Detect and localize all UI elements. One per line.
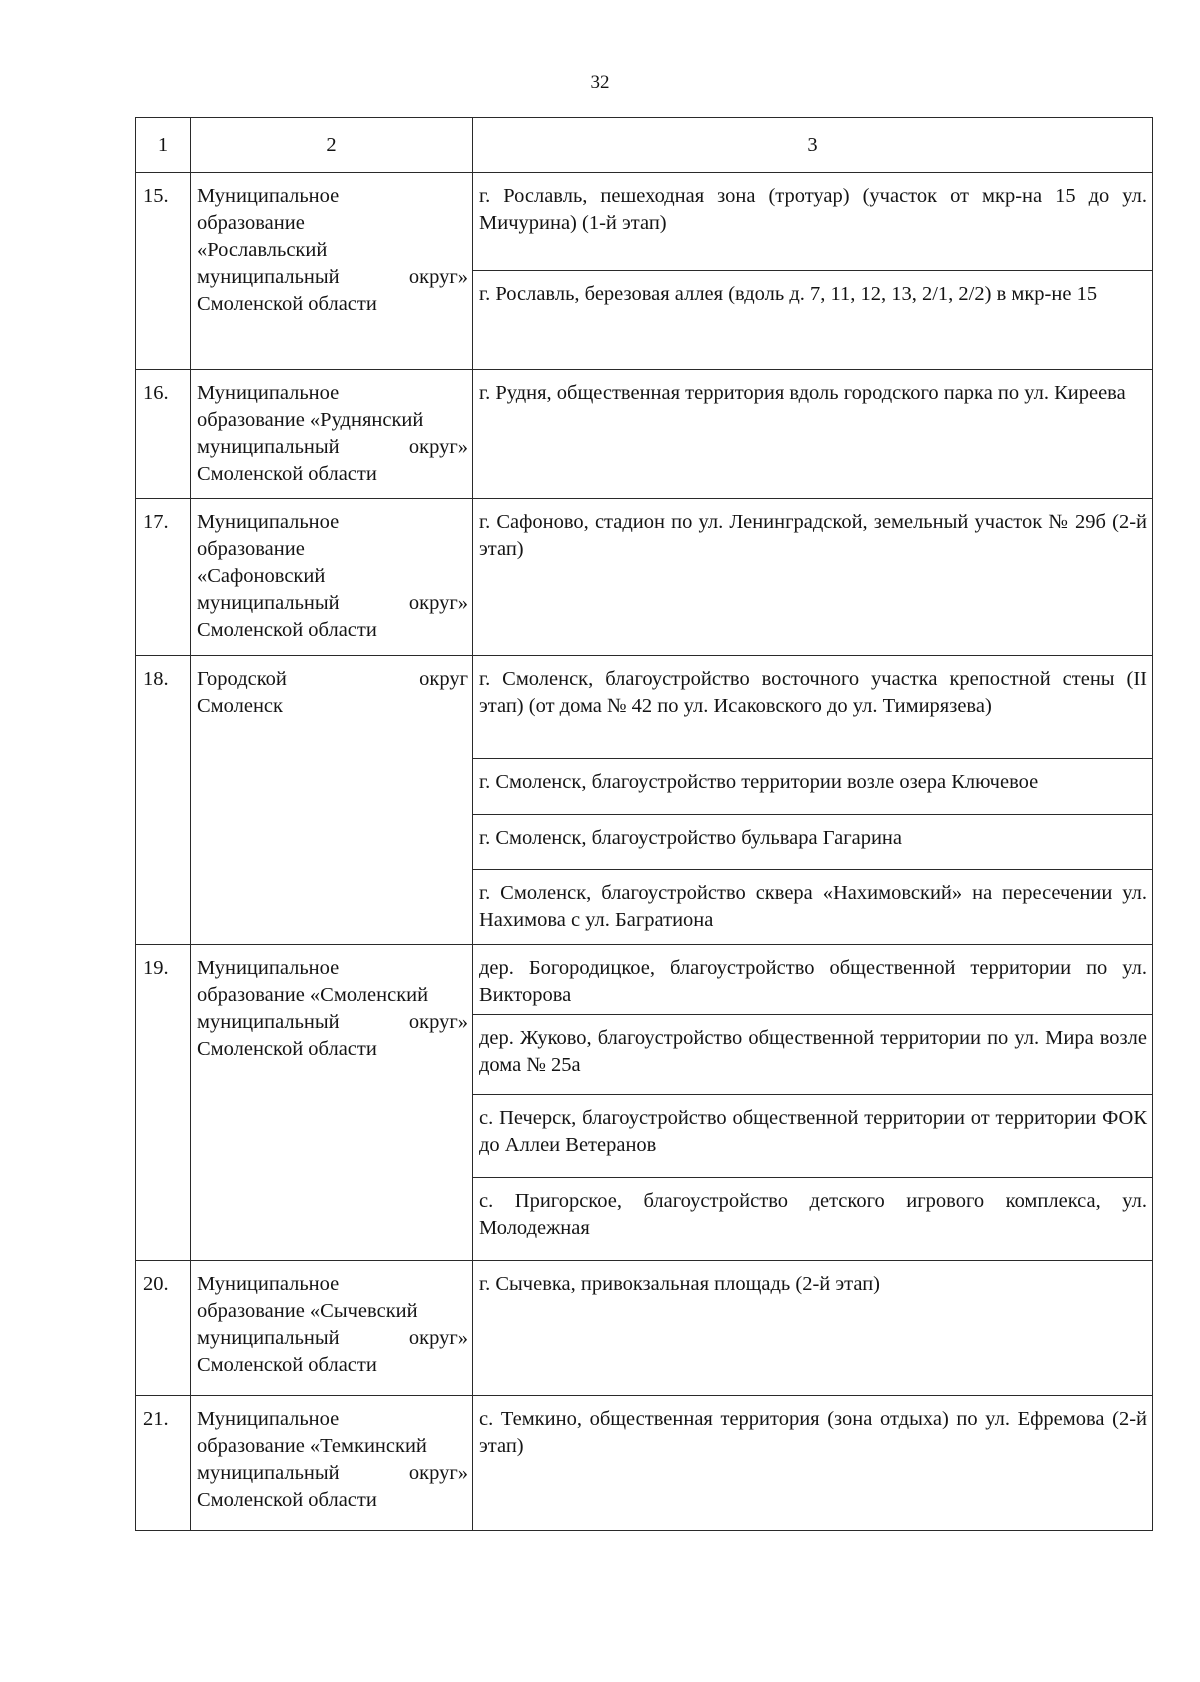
row-number: 20. xyxy=(136,1261,191,1396)
object-cell: г. Рославль, пешеходная зона (тротуар) (участок от мкр-на 15 до ул. Мичурина) (1-й этап) xyxy=(473,173,1153,271)
municipality-line: муниципальный округ» xyxy=(197,1011,468,1033)
municipality-cell xyxy=(191,173,473,370)
municipality-cell xyxy=(191,656,473,945)
municipality-line: муниципальный округ» xyxy=(197,266,468,288)
table-row xyxy=(136,945,1153,1015)
municipality-line: Городской округ xyxy=(197,668,468,690)
object-cell: г. Рудня, общественная территория вдоль городского парка по ул. Киреева xyxy=(473,370,1153,499)
municipality-line: муниципальный округ» xyxy=(197,1462,468,1484)
object-cell: с. Темкино, общественная территория (зона отдыха) по ул. Ефремова (2-й этап) xyxy=(473,1396,1153,1531)
table-row xyxy=(136,1261,1153,1396)
object-cell: г. Сычевка, привокзальная площадь (2-й этап) xyxy=(473,1261,1153,1396)
objects-table xyxy=(135,117,1153,1531)
table-row xyxy=(136,656,1153,759)
municipality-cell xyxy=(191,499,473,656)
municipality-cell xyxy=(191,1261,473,1396)
table-row xyxy=(136,499,1153,656)
municipality-line: муниципальный округ» xyxy=(197,592,468,614)
municipality-line: образование «Смоленский xyxy=(197,984,429,1006)
column-header-1: 1 xyxy=(136,118,191,173)
row-number: 17. xyxy=(136,499,191,656)
municipality-line: Смоленской области xyxy=(197,1489,377,1511)
municipality-line: Муниципальное xyxy=(197,511,340,533)
row-number: 21. xyxy=(136,1396,191,1531)
municipality-line: Смоленской области xyxy=(197,463,377,485)
municipality-line: образование «Руднянский xyxy=(197,409,424,431)
municipality-cell xyxy=(191,370,473,499)
municipality-line: образование xyxy=(197,212,305,234)
municipality-line: Муниципальное xyxy=(197,1408,340,1430)
object-cell: с. Пригорское, благоустройство детского игрового комплекса, ул. Молодежная xyxy=(473,1178,1153,1261)
page-number: 32 xyxy=(590,72,610,93)
municipality-line: Смоленской области xyxy=(197,619,377,641)
table-row xyxy=(136,370,1153,499)
row-number: 15. xyxy=(136,173,191,370)
municipality-cell xyxy=(191,1396,473,1531)
municipality-line: «Рославльский xyxy=(197,239,328,261)
row-number: 19. xyxy=(136,945,191,1261)
row-number: 16. xyxy=(136,370,191,499)
municipality-cell xyxy=(191,945,473,1261)
column-header-3: 3 xyxy=(473,118,1153,173)
object-cell: дер. Жуково, благоустройство общественной территории по ул. Мира возле дома № 25а xyxy=(473,1015,1153,1095)
object-cell: г. Сафоново, стадион по ул. Ленинградской, земельный участок № 29б (2-й этап) xyxy=(473,499,1153,656)
municipality-line: Муниципальное xyxy=(197,1273,340,1295)
municipality-line: Смоленской области xyxy=(197,293,377,315)
object-cell: г. Рославль, березовая аллея (вдоль д. 7, 11, 12, 13, 2/1, 2/2) в мкр-не 15 xyxy=(473,271,1153,370)
municipality-line: Смоленской области xyxy=(197,1038,377,1060)
municipality-line: образование «Сычевский xyxy=(197,1300,418,1322)
object-cell: дер. Богородицкое, благоустройство общественной территории по ул. Викторова xyxy=(473,945,1153,1015)
header-row xyxy=(136,118,1153,173)
municipality-line: «Сафоновский xyxy=(197,565,326,587)
table-row xyxy=(136,1396,1153,1531)
municipality-line: муниципальный округ» xyxy=(197,1327,468,1349)
object-cell: г. Смоленск, благоустройство восточного участка крепостной стены (II этап) (от дома № 42 по ул. Исаковского до ул. Тимирязева) xyxy=(473,656,1153,759)
municipality-line: муниципальный округ» xyxy=(197,436,468,458)
object-cell: г. Смоленск, благоустройство сквера «Нахимовский» на пересечении ул. Нахимова с ул. Багратиона xyxy=(473,870,1153,945)
object-cell: г. Смоленск, благоустройство территории возле озера Ключевое xyxy=(473,759,1153,815)
table-row xyxy=(136,173,1153,271)
municipality-line: Муниципальное xyxy=(197,185,340,207)
municipality-line: Смоленск xyxy=(197,695,283,717)
municipality-line: образование xyxy=(197,538,305,560)
column-header-2: 2 xyxy=(191,118,473,173)
table-body xyxy=(136,118,1153,1531)
object-cell: г. Смоленск, благоустройство бульвара Гагарина xyxy=(473,815,1153,870)
municipality-line: Муниципальное xyxy=(197,957,340,979)
municipality-line: образование «Темкинский xyxy=(197,1435,427,1457)
row-number: 18. xyxy=(136,656,191,945)
municipality-line: Смоленской области xyxy=(197,1354,377,1376)
municipality-line: Муниципальное xyxy=(197,382,340,404)
object-cell: с. Печерск, благоустройство общественной территории от территории ФОК до Аллеи Ветеранов xyxy=(473,1095,1153,1178)
